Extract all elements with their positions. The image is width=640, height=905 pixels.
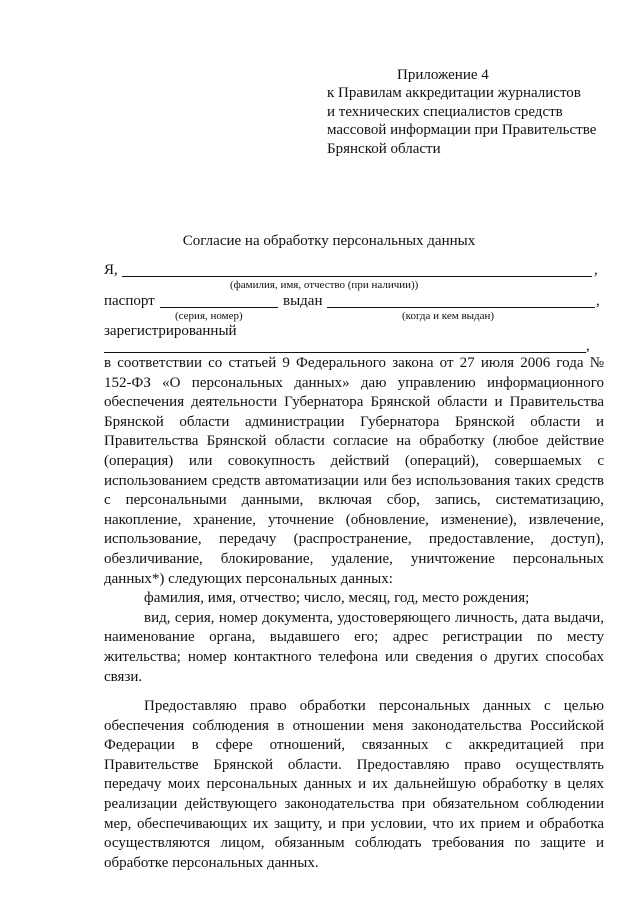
fio-comma: ,	[594, 262, 598, 278]
consent-body	[104, 354, 604, 873]
annex-line: Брянской области	[327, 140, 441, 157]
consent-paragraph: Предоставляю право обработки персональных данных с целью обеспечения соблюдения в отношении меня законодательства Российской Федерации в сфере отношений, связанных с аккредитацией при Правительстве Брянской области. Предоставляю право осуществлять передачу моих персональных данных и их дальнейшую обработку в целях реализации действующего законодательства при обязательном соблюдении мер, обеспечивающих их защиту, и при условии, что их прием и обработка осуществляются лицом, обязанным соблюдать требования по защите и обработке персональных данных.	[104, 698, 604, 871]
annex-line: к Правилам аккредитации журналистов	[327, 85, 581, 102]
passport-series-field[interactable]	[160, 307, 278, 308]
series-hint: (серия, номер)	[175, 310, 243, 322]
fio-field[interactable]	[122, 276, 592, 277]
annex-header	[327, 66, 627, 158]
data-list-item: вид, серия, номер документа, удостоверяющего личность, дата выдачи, наименование органа, выдавшего его; адрес регистрации по месту жительства; номер контактного телефона или сведения о других способах связи.	[104, 609, 604, 685]
passport-label: паспорт	[104, 293, 155, 309]
passport-issuer-field[interactable]	[327, 307, 595, 308]
annex-line: массовой информации при Правительстве	[327, 122, 597, 139]
data-list-item: фамилия, имя, отчество; число, месяц, год, место рождения;	[144, 590, 530, 607]
issued-label: выдан	[283, 293, 323, 309]
consent-paragraph: в соответствии со статьей 9 Федерального закона от 27 июля 2006 года № 152-ФЗ «О персональных данных» даю управлению информационного обеспечения деятельности Губернатора Брянской области и Правительства Брянской области администрации Губернатора Брянской области и Правительства Брянской области согласие на обработку (любое действие (операция) или совокупность действий (операций), совершаемых с использованием средств автоматизации или без использования таких средств с персональными данными, включая сбор, запись, систематизацию, накопление, хранение, уточнение (обновление, изменение), извлечение, использование, передачу (распространение, предоставление, доступ), обезличивание, блокирование, удаление, уничтожение персональных данных*) следующих персональных данных:	[104, 355, 604, 587]
registered-label: зарегистрированный	[104, 323, 237, 339]
ya-label: Я,	[104, 262, 118, 278]
annex-number: Приложение 4	[397, 67, 489, 83]
address-field[interactable]	[104, 352, 586, 353]
document-title: Согласие на обработку персональных данных	[182, 233, 476, 249]
issuer-comma: ,	[596, 293, 600, 309]
issuer-hint: (когда и кем выдан)	[402, 310, 495, 322]
annex-line: и технических специалистов средств	[327, 103, 563, 120]
address-comma: ,	[586, 338, 590, 354]
fio-hint: (фамилия, имя, отчество (при наличии))	[230, 279, 419, 291]
